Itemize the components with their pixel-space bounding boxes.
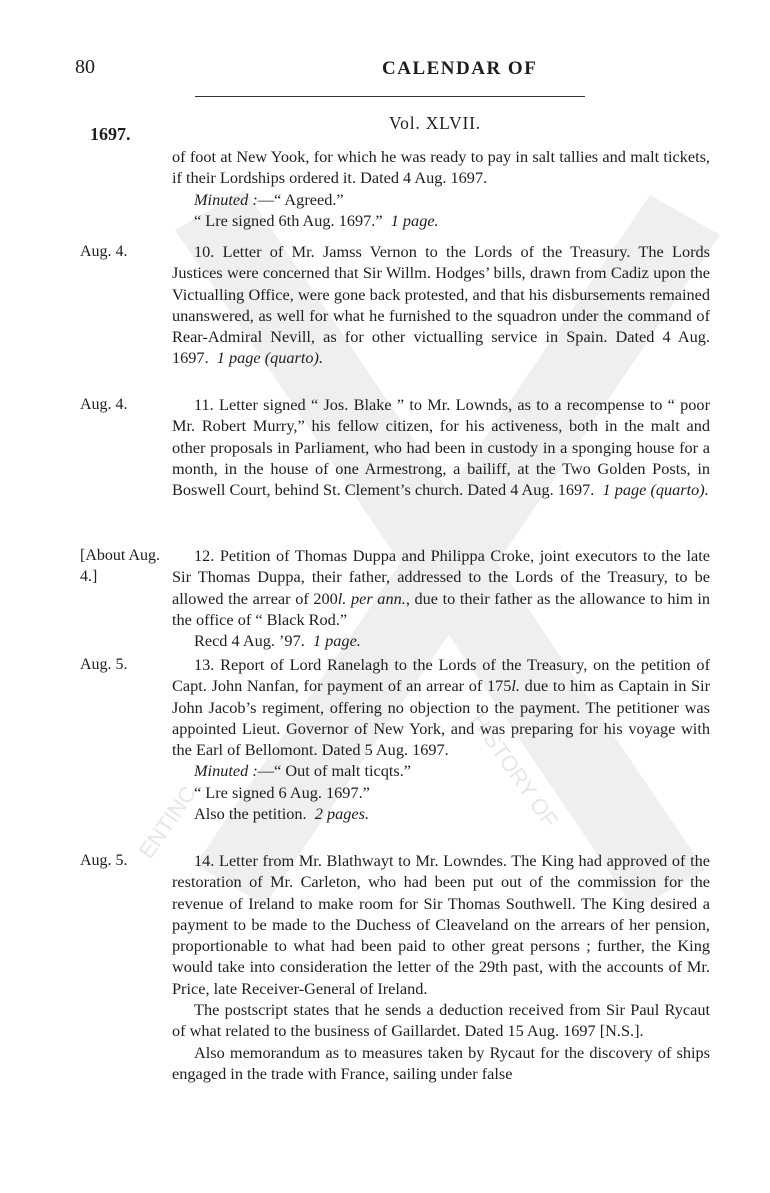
entry-extent: 1 page.	[390, 210, 439, 230]
entry-body-continued: , due to their father as the allowance to him in the office of “ Black Rod.”	[172, 588, 711, 629]
calendar-entry-12	[80, 545, 710, 651]
pound-mark: l.	[511, 676, 521, 696]
calendar-entry-continuation	[80, 146, 710, 231]
minuted-text: —“ Agreed.”	[257, 189, 344, 209]
entry-date: Aug. 5.	[80, 852, 128, 869]
watermark-text-right: HISTORY OF	[465, 708, 563, 833]
entry-note: Recd 4 Aug. ’97.	[194, 631, 305, 651]
calendar-entry-11	[80, 394, 710, 500]
minuted-label: Minuted :	[194, 761, 258, 781]
entry-body-continued: due to him as Captain in Sir John Jacob’s regiment, offering no objection to the payment. The petitioner was appointed Lieut. Governor of New York, and was preparing for his voyage with the Earl of Bellomont. Dated 5 Aug. 1697.	[172, 676, 710, 760]
entry-body: 10. Letter of Mr. Jamss Vernon to the Lords of the Treasury. The Lords Justices were concerned that Sir Willm. Hodges’ bills, drawn from Cadiz upon the Victualling Office, were gone back protested, and that his disbursements remained unanswered, as well for what he furnished to the squadron under the command of Rear-Admiral Nevill, as for other victualling service in Spain. Dated 4 Aug. 1697.	[172, 242, 710, 368]
entry-note: “ Lre signed 6 Aug. 1697.”	[194, 782, 370, 802]
year-label: 1697.	[90, 124, 131, 144]
per-annum: per ann.	[351, 588, 406, 608]
header-rule	[195, 96, 585, 97]
minuted-label: Minuted :	[194, 189, 258, 209]
entry-extent: 1 page.	[312, 631, 361, 651]
entry-postscript: The postscript states that he sends a deduction received from Sir Paul Rycaut of what related to the business of Gaillardet. Dated 15 Aug. 1697 [N.S.].	[172, 1000, 710, 1041]
volume-label: Vol. XLVII.	[389, 113, 481, 133]
entry-note: “ Lre signed 6th Aug. 1697.”	[194, 210, 383, 230]
entry-extent: 2 pages.	[314, 804, 370, 824]
calendar-entry-13	[80, 654, 710, 824]
entry-extent: 1 page (quarto).	[216, 348, 324, 368]
entry-body: 14. Letter from Mr. Blathwayt to Mr. Lowndes. The King had approved of the restoration of Mr. Carleton, who had been put out of the commission for the revenue of Ireland to make room for Sir Thomas Southwell. The King desired a payment to be made to the Duchess of Cleaveland on the arrears of her pension, proportionable to what had been paid to other great persons ; further, the King would take into consideration the letter of the 29th past, with the accounts of Mr. Price, late Receiver-General of Ireland.	[172, 851, 710, 998]
entry-date: Aug. 4.	[80, 243, 128, 260]
calendar-entry-10	[80, 241, 710, 369]
entry-body: 11. Letter signed “ Jos. Blake ” to Mr. Lownds, as to a recompense to “ poor Mr. Robert Murry,” his fellow citizen, for his activeness, both in the malt and other proposals in Parliament, who had been in custody in a sponging house for a month, in the house of one Armestrong, a bailiff, at the Two Golden Posts, in Boswell Court, behind St. Clement’s church. Dated 4 Aug. 1697.	[172, 395, 710, 500]
entry-date: Aug. 4.	[80, 396, 128, 413]
entry-memorandum: Also memorandum as to measures taken by Rycaut for the discovery of ships engaged in the trade with France, sailing under false	[172, 1042, 710, 1083]
pound-mark: l.	[337, 588, 347, 608]
entry-also: Also the petition.	[194, 804, 307, 824]
page-number: 80	[75, 56, 95, 78]
entry-date: Aug. 5.	[80, 656, 128, 673]
entry-body: 13. Report of Lord Ranelagh to the Lords of the Treasury, on the petition of Capt. John Nanfan, for payment of an arrear of 175	[172, 655, 710, 696]
running-title: CALENDAR OF	[382, 58, 538, 79]
watermark-text-left: ENTINC	[133, 781, 202, 863]
entry-date: [About Aug. 4.]	[80, 547, 160, 586]
entry-body: 12. Petition of Thomas Duppa and Philippa Croke, joint executors to the late Sir Thomas Duppa, their father, addressed to the Lords of the Treasury, to be allowed the arrear of 200	[172, 546, 710, 608]
entry-body: of foot at New Yook, for which he was ready to pay in salt tallies and malt tickets, if their Lordships ordered it. Dated 4 Aug. 1697.	[172, 147, 710, 188]
entry-extent: 1 page (quarto).	[602, 480, 709, 500]
minuted-text: —“ Out of malt ticqts.”	[257, 761, 412, 781]
calendar-entry-14	[80, 850, 710, 1084]
